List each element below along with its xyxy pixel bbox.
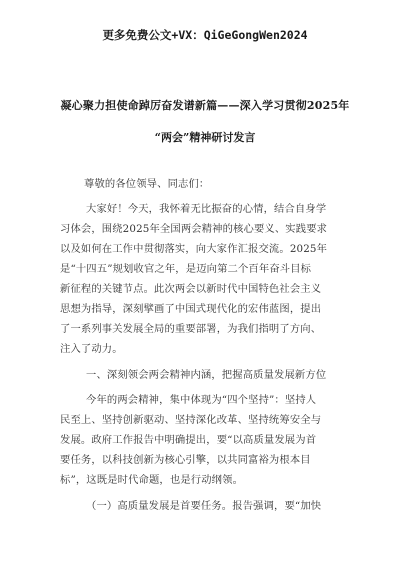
document-title-line-1: 凝心聚力担使命踔厉奋发谱新篇——深入学习贯彻2025年 <box>60 99 350 112</box>
paragraph-line: 注入了动力。 <box>60 343 123 355</box>
paragraph-line: 思想为指导，深刻擘画了中国式现代化的宏伟蓝图，提出 <box>60 303 322 315</box>
section-heading: 一、深刻领会两会精神内涵，把握高质量发展新方位 <box>86 369 327 381</box>
promo-header: 更多免费公文+VX：QiGeGongWen2024 <box>102 28 308 42</box>
document-title-line-2: “两会”精神研讨发言 <box>154 131 256 144</box>
paragraph-line: 今年的两会精神，集中体现为“四个坚持”：坚持人 <box>86 394 317 406</box>
paragraph-line: 以及如何在工作中贯彻落实，向大家作汇报交流。2025年 <box>60 243 328 255</box>
paragraph-line: 了一系列事关发展全局的重要部署，为我们指明了方向、 <box>60 323 322 335</box>
paragraph-line: 大家好！今天，我怀着无比振奋的心情，结合自身学 <box>86 203 327 215</box>
paragraph-line: 要任务，以科技创新为核心引擎，以共同富裕为根本目 <box>60 454 311 466</box>
paragraph-line: 标”，这既是时代命题，也是行动纲领。 <box>60 474 244 486</box>
paragraph-line: 是“十四五”规划收官之年，是迈向第二个百年奋斗目标 <box>60 263 312 275</box>
paragraph-line: 民至上、坚持创新驱动、坚持深化改革、坚持统筹安全与 <box>60 414 322 426</box>
salutation: 尊敬的各位领导、同志们： <box>84 178 210 190</box>
paragraph-line: （一）高质量发展是首要任务。报告强调，要“加快 <box>86 500 322 512</box>
paragraph-line: 习体会，围绕2025年全国两会精神的核心要义、实践要求 <box>60 223 328 235</box>
paragraph-line: 新征程的关键节点。此次两会以新时代中国特色社会主义 <box>60 283 322 295</box>
paragraph-line: 发展。政府工作报告中明确提出，要“以高质量发展为首 <box>60 434 317 446</box>
